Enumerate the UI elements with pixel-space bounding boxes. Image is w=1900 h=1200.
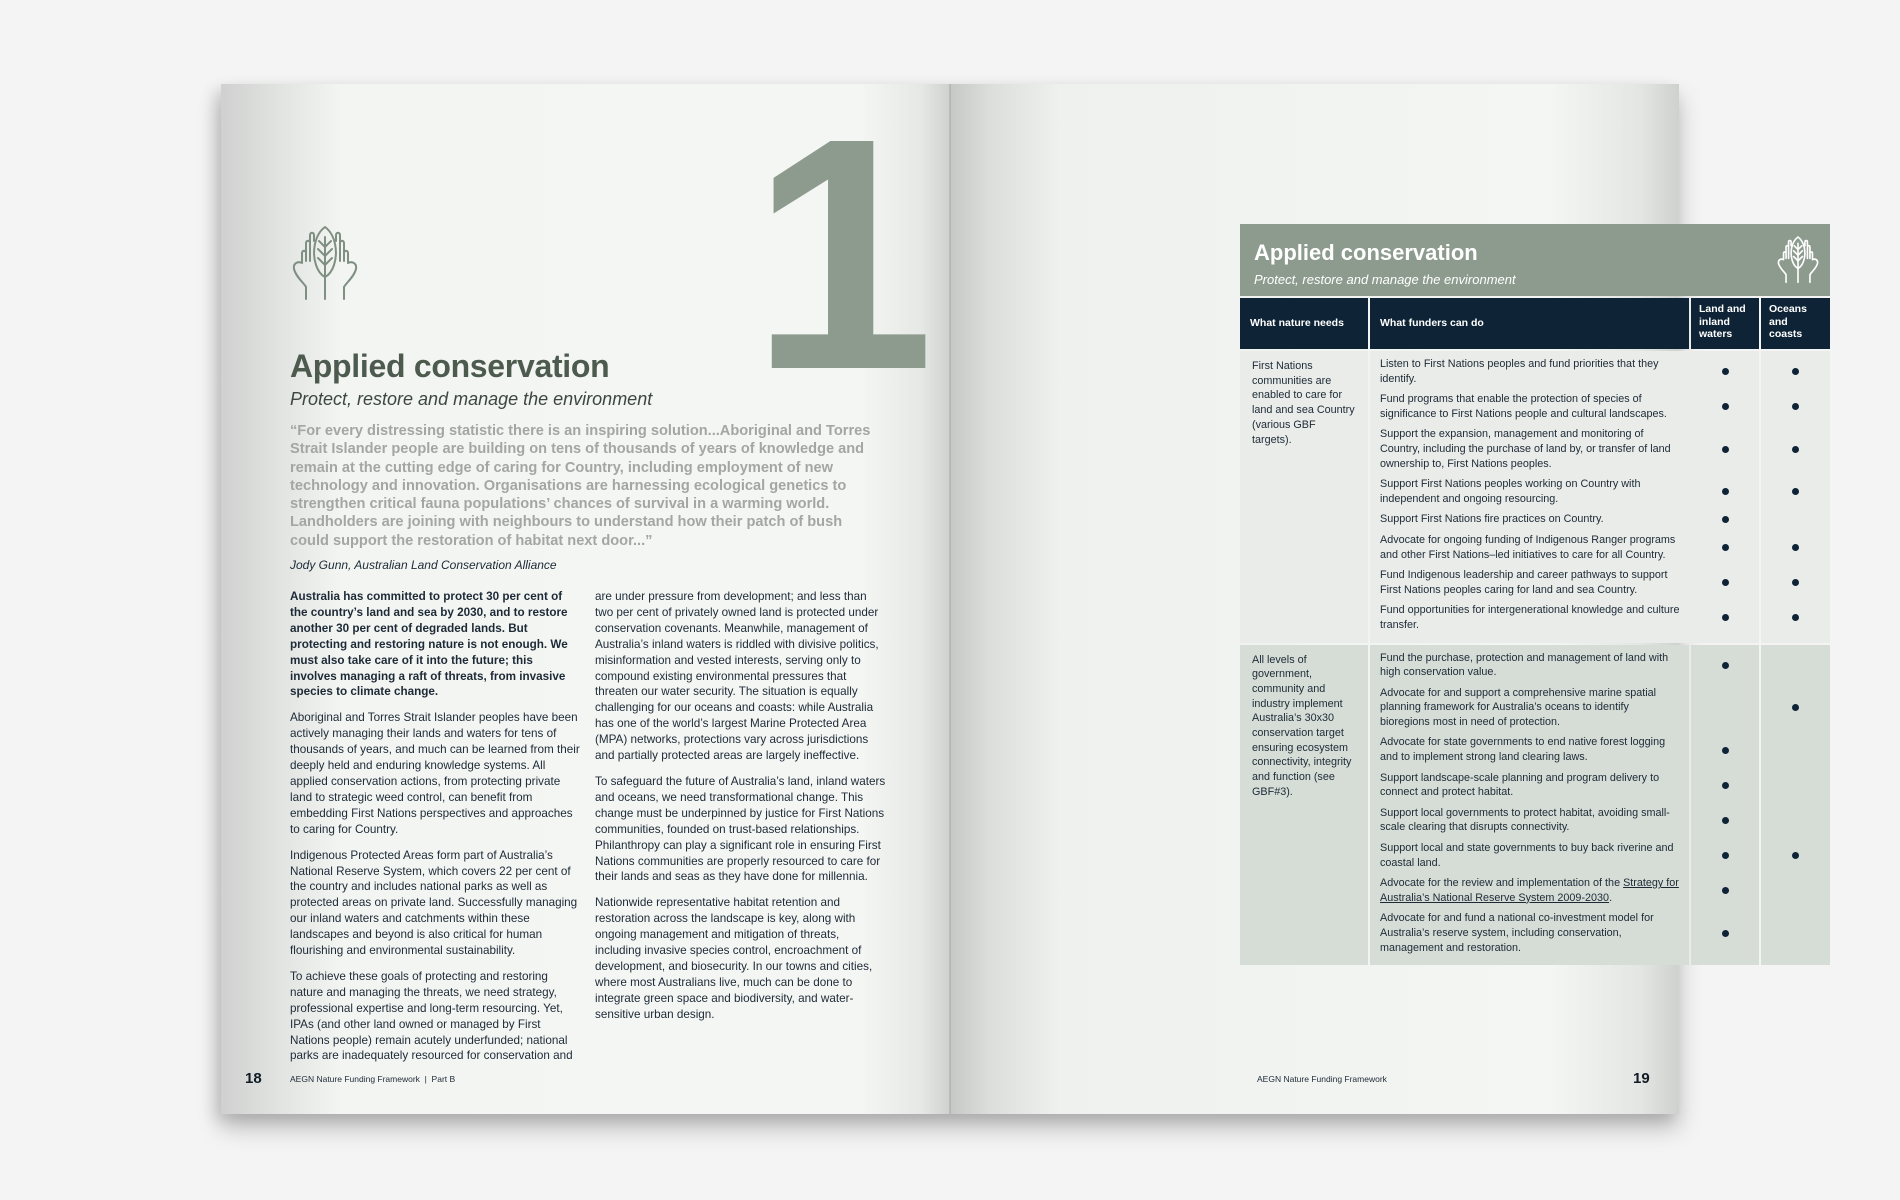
funder-action-item: Support First Nations fire practices on Country. xyxy=(1380,513,1604,526)
book-spine xyxy=(949,84,951,1114)
bullet-dot-icon xyxy=(1722,516,1729,523)
ocean-marks-column xyxy=(1761,645,1830,966)
funder-action-item: Advocate for ongoing funding of Indigenous Ranger programs and other First Nations–led initiatives to care for all Country. xyxy=(1380,533,1676,561)
funder-action-item: Fund Indigenous leadership and career pathways to support First Nations peoples caring for land and sea Country. xyxy=(1380,569,1668,596)
bullet-dot-icon xyxy=(1792,368,1799,375)
table-row-group xyxy=(1240,351,1830,643)
body-paragraph: Aboriginal and Torres Strait Islander peoples have been actively managing their lands and waters for tens of thousands of years, and much can be learned from their deeply held and enduring knowledge systems. All applied conservation actions, from protecting private land to strategic weed control, can benefit from embedding First Nations perspectives and approaches to caring for Country. xyxy=(290,711,580,836)
header-oceans-coasts: Oceans and coasts xyxy=(1761,298,1830,349)
funder-action-item: Support local governments to protect habitat, avoiding small-scale clearing that disrupts connectivity. xyxy=(1380,806,1670,834)
table-header-row xyxy=(1240,298,1830,349)
hands-leaf-icon xyxy=(1776,233,1820,285)
funder-action-item: Fund the purchase, protection and management of land with high conservation value. xyxy=(1380,651,1669,679)
bullet-dot-icon xyxy=(1792,403,1799,410)
bullet-dot-icon xyxy=(1722,368,1729,375)
bullet-dot-icon xyxy=(1792,852,1799,859)
bullet-dot-icon xyxy=(1722,852,1729,859)
funder-action-item xyxy=(1380,876,1689,905)
bullet-dot-icon xyxy=(1722,782,1729,789)
action-text: Advocate for the review and implementation of the xyxy=(1380,877,1624,890)
funder-action-item: Support First Nations peoples working on Country with independent and ongoing resourcing. xyxy=(1380,478,1641,505)
bullet-dot-icon xyxy=(1722,488,1729,495)
bullet-dot-icon xyxy=(1792,579,1799,586)
table-title: Applied conservation xyxy=(1254,240,1478,265)
action-text: . xyxy=(1609,891,1613,904)
footer-left-text: AEGN Nature Funding Framework | Part B xyxy=(290,1074,456,1084)
right-page xyxy=(950,84,1807,1114)
bullet-dot-icon xyxy=(1722,930,1729,937)
bullet-dot-icon xyxy=(1722,579,1729,586)
funder-action-item: Advocate for state governments to end native forest logging and to implement strong land clearing laws. xyxy=(1380,736,1666,764)
bullet-dot-icon xyxy=(1792,446,1799,453)
body-paragraph: Indigenous Protected Areas form part of Australia’s National Reserve System, which covers 22 per cent of the country and includes national parks as well as protected areas on private land. Successfully managing our inland waters and catchments within these landscapes and beyond is also critical for human flourishing and environmental sustainability. xyxy=(290,848,578,958)
bullet-dot-icon xyxy=(1722,614,1729,621)
page-number-left: 18 xyxy=(245,1070,262,1087)
header-what-funders-can-do: What funders can do xyxy=(1370,298,1689,349)
table-row-group xyxy=(1240,645,1830,966)
funder-action-item: Support the expansion, management and monitoring of Country, including the purchase of land by, or transfer of land ownership to, First Nations peoples. xyxy=(1380,428,1671,470)
nature-need: First Nations communities are enabled to care for land and sea Country (various GBF targets). xyxy=(1240,351,1368,643)
bullet-dot-icon xyxy=(1722,446,1729,453)
lead-paragraph: Australia has committed to protect 30 per cent of the country’s land and sea by 2030, and to restore another 30 per cent of degraded lands. But protecting and restoring nature is not enough. We must also take care of it into the future; this involves managing a raft of threats, from invasive species to climate change. xyxy=(290,590,568,699)
body-column-1 xyxy=(290,589,582,1074)
bullet-dot-icon xyxy=(1722,662,1729,669)
land-marks-column xyxy=(1691,351,1759,643)
funder-actions xyxy=(1370,645,1689,966)
funder-action-item: Listen to First Nations peoples and fund priorities that they identify. xyxy=(1380,358,1659,385)
quote-attribution: Jody Gunn, Australian Land Conservation Alliance xyxy=(290,558,557,572)
body-column-2 xyxy=(595,589,887,1033)
header-land-inland-waters: Land and inland waters xyxy=(1691,298,1759,349)
bullet-dot-icon xyxy=(1792,704,1799,711)
bullet-dot-icon xyxy=(1722,403,1729,410)
bullet-dot-icon xyxy=(1792,488,1799,495)
funder-action-item: Support landscape-scale planning and program delivery to connect and protect habitat. xyxy=(1380,771,1660,799)
bullet-dot-icon xyxy=(1722,817,1729,824)
ocean-marks-column xyxy=(1761,351,1830,643)
strategy-link[interactable]: Strategy for Australia’s National Reserve System 2009-2030 xyxy=(1380,877,1679,904)
funder-action-item: Support local and state governments to buy back riverine and coastal land. xyxy=(1380,842,1674,869)
funder-actions xyxy=(1370,351,1689,643)
funder-action-item: Fund programs that enable the protection of species of significance to First Nations people and cultural landscapes. xyxy=(1380,393,1667,420)
pull-quote: “For every distressing statistic there is an inspiring solution...Aboriginal and Torres Strait Islander people are building on tens of thousands of years of knowledge and remain at the cutting edge of caring for Country, including employment of new technology and innovation. Organisations are harnessing ecological genetics to strengthen critical fauna populations’ chances of survival in a warming world. Landholders are joining with neighbours to understand how their patch of bush could support the restoration of habitat next door...” xyxy=(290,423,871,549)
funding-table xyxy=(1240,224,1830,965)
table-banner xyxy=(1240,224,1830,296)
table-subtitle: Protect, restore and manage the environment xyxy=(1254,272,1516,287)
bullet-dot-icon xyxy=(1792,614,1799,621)
bullet-dot-icon xyxy=(1722,544,1729,551)
body-paragraph: To safeguard the future of Australia’s land, inland waters and oceans, we need transformational change. This change must be underpinned by justice for First Nations communities, founded on trust-based relationships. Philanthropy can play a significant role in ensuring First Nations communities are properly resourced to care for their lands and seas as they have done for millennia. xyxy=(595,774,886,884)
left-page xyxy=(221,69,950,1114)
funder-action-item: Advocate for and fund a national co-investment model for Australia’s reserve system, including conservation, management and restoration. xyxy=(1380,912,1654,954)
funder-action-item: Fund opportunities for intergenerational knowledge and culture transfer. xyxy=(1380,604,1680,631)
body-paragraph: To achieve these goals of protecting and restoring nature and managing the threats, we need strategy, professional expertise and long-term resourcing. Yet, IPAs (and other land owned or managed by First Nations people) remain acutely underfunded; national parks are inadequately resourced for conservation and xyxy=(290,969,573,1063)
funder-action-item: Advocate for and support a comprehensive marine spatial planning framework for Australia’s oceans to identify bioregions most in need of protection. xyxy=(1380,686,1657,728)
section-subtitle: Protect, restore and manage the environment xyxy=(290,389,653,409)
body-paragraph: are under pressure from development; and less than two per cent of privately owned land is protected under conservation covenants. Meanwhile, management of Australia’s inland waters is riddled with divisive politics, misinformation and vested interests, serving only to compound existing environmental pressures that threaten our water security. The situation is equally challenging for our oceans and coasts: while Australia has one of the world’s largest Marine Protected Area (MPA) networks, protections vary across jurisdictions and partially protected areas are largely ineffective. xyxy=(595,590,879,763)
book-spread xyxy=(221,69,1807,1114)
section-numeral: 1 xyxy=(751,69,925,438)
nature-need: All levels of government, community and industry implement Australia’s 30x30 conservation target ensuring ecosystem connectivity, integrity and function (see GBF#3). xyxy=(1240,645,1368,966)
body-paragraph: Nationwide representative habitat retention and restoration across the landscape is key, along with ongoing management and mitigation of threats, including invasive species control, encroachment of development, and biosecurity. In our towns and cities, where most Australians live, much can be done to integrate green space and biodiversity, and water-sensitive urban design. xyxy=(595,896,873,1021)
page-number-right: 19 xyxy=(1633,1070,1650,1087)
header-what-nature-needs: What nature needs xyxy=(1240,298,1368,349)
land-marks-column xyxy=(1691,645,1759,966)
hands-leaf-icon xyxy=(290,223,360,301)
section-title: Applied conservation xyxy=(290,348,610,384)
bullet-dot-icon xyxy=(1792,544,1799,551)
bullet-dot-icon xyxy=(1722,887,1729,894)
footer-right-text: AEGN Nature Funding Framework xyxy=(1257,1074,1387,1084)
bullet-dot-icon xyxy=(1722,747,1729,754)
